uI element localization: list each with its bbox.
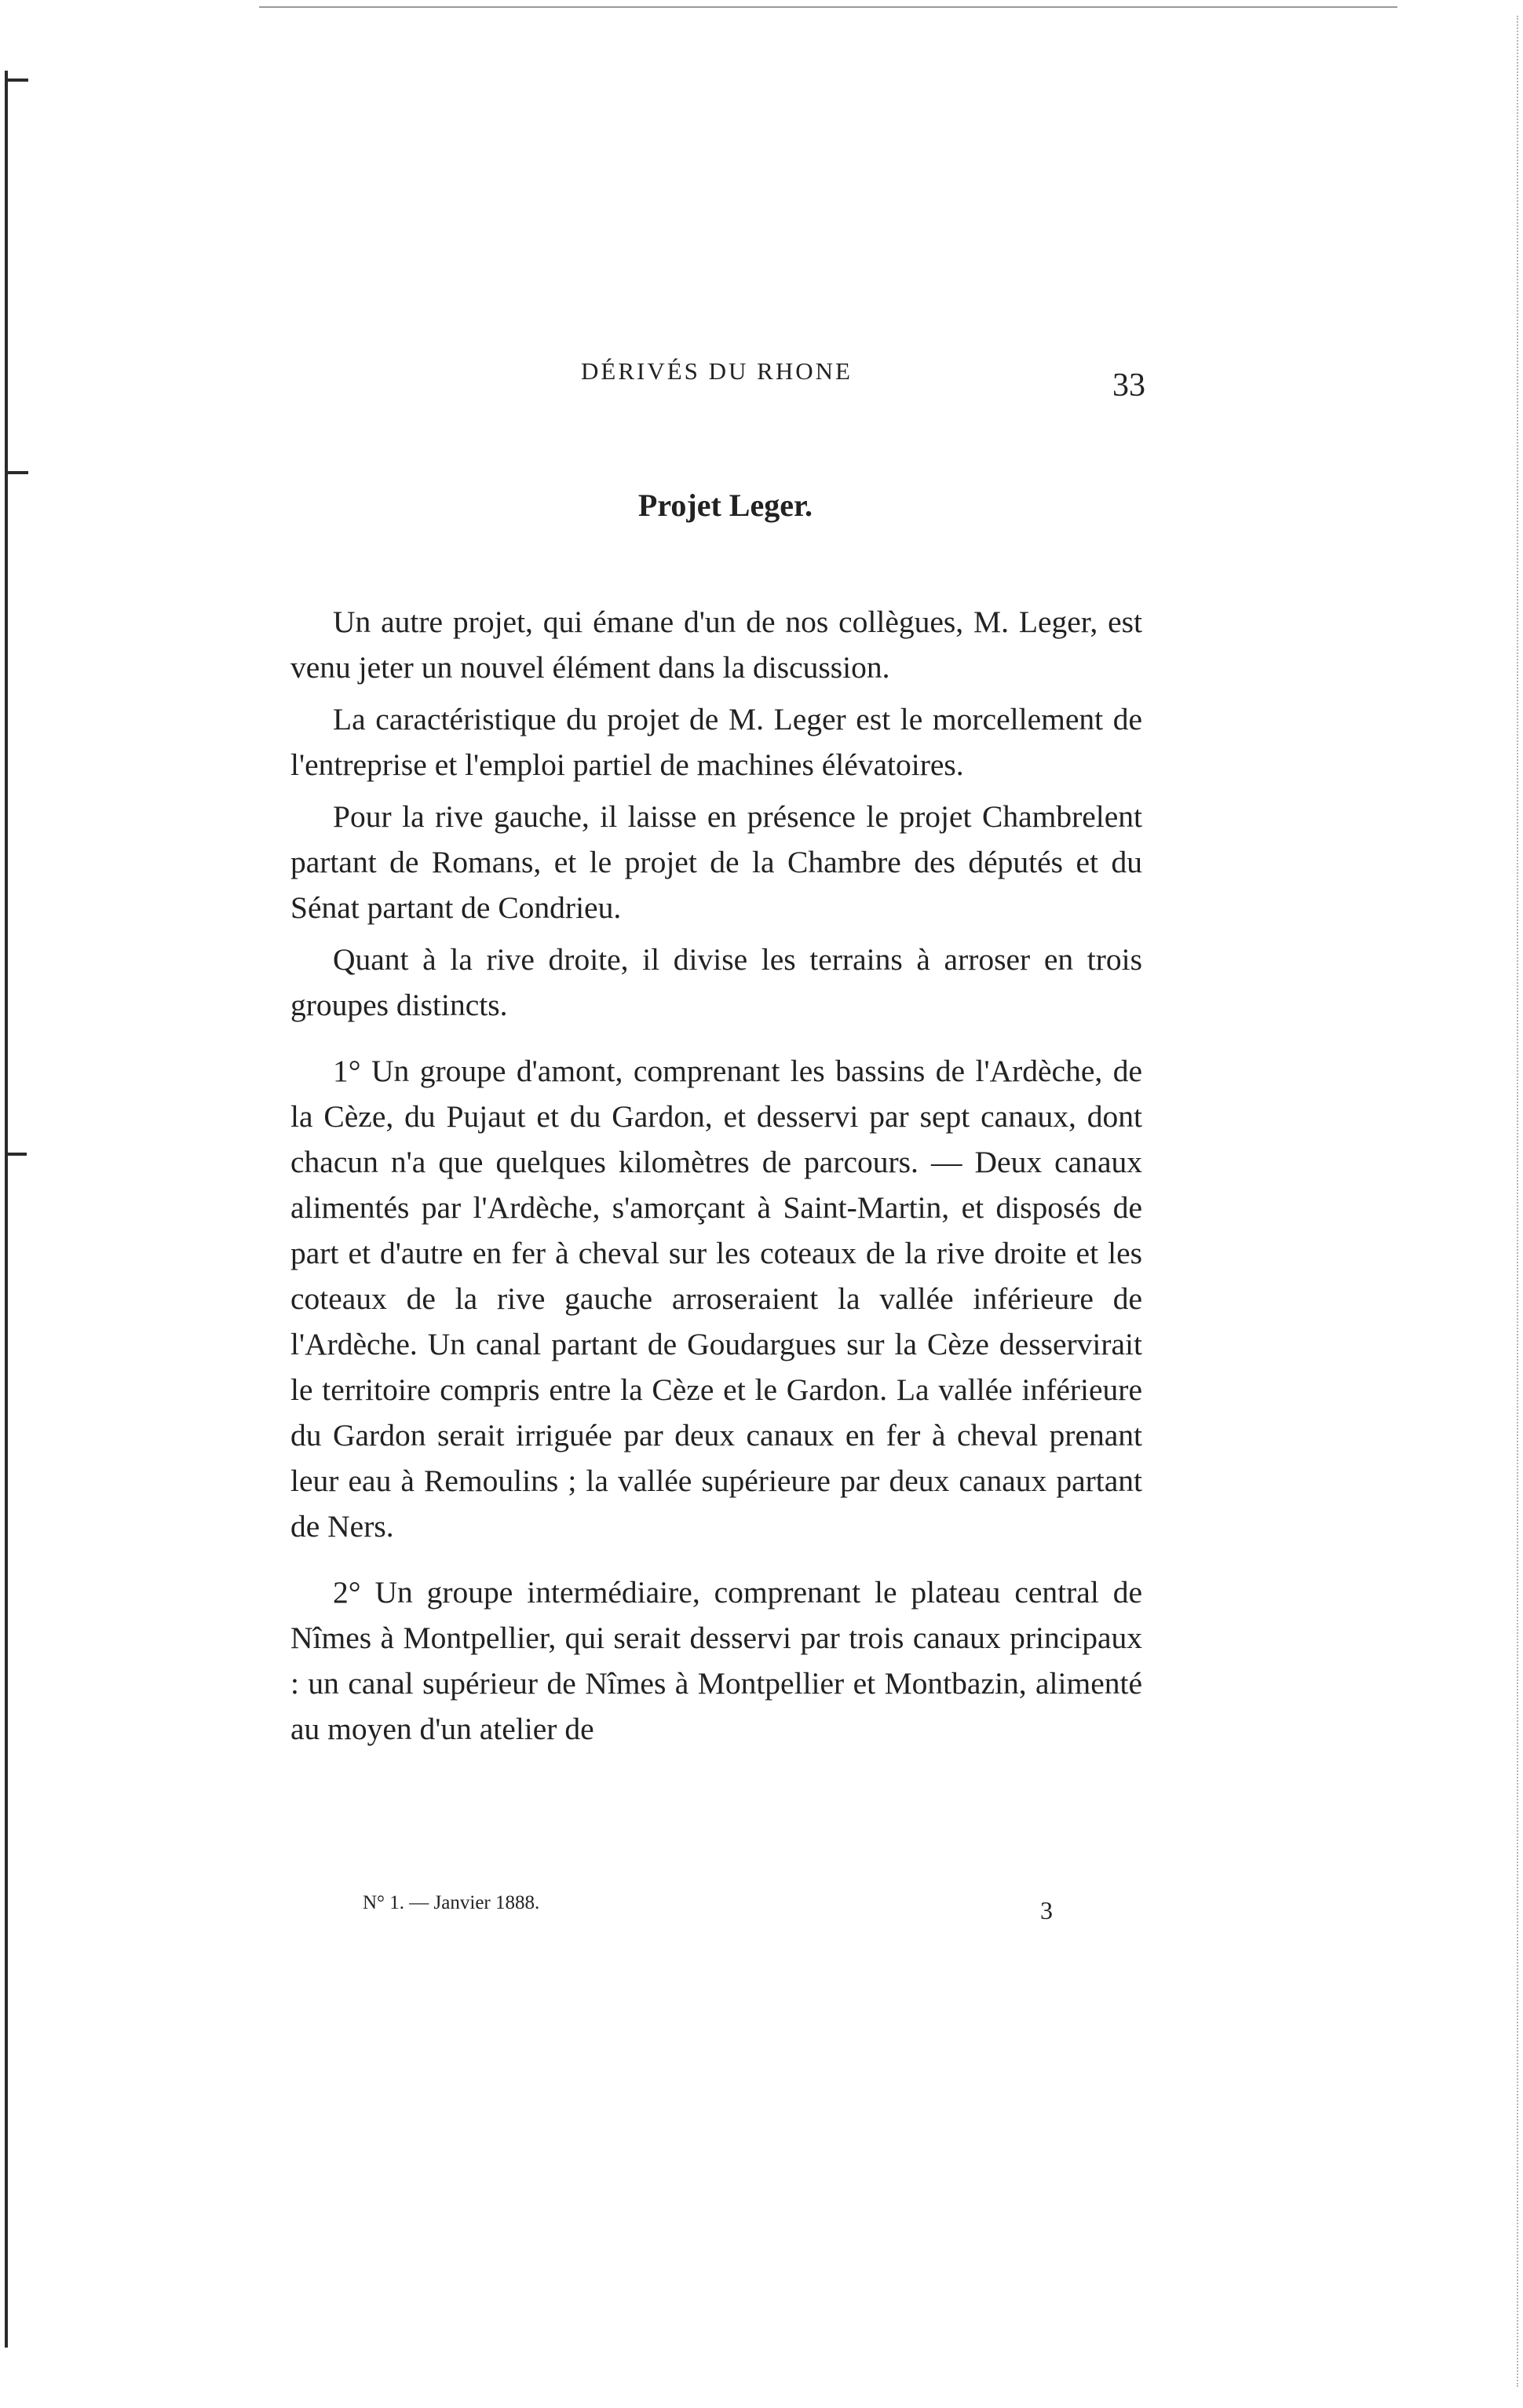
page-right-edge xyxy=(1517,16,1518,2387)
footer-sheet-number: 3 xyxy=(1040,1896,1053,1924)
section-title: Projet Leger. xyxy=(637,488,813,523)
binding-mark xyxy=(5,471,28,474)
binding-mark xyxy=(5,1153,27,1156)
footer-signature: N° 1. — Janvier 1888. xyxy=(363,1892,540,1913)
binding-mark xyxy=(5,79,28,82)
paragraph: Quant à la rive droite, il divise les terrains à arroser en trois groupes distincts. xyxy=(290,942,1142,1022)
binding-shadow-left xyxy=(5,71,8,2348)
paragraph-numbered: 1° Un groupe d'amont, comprenant les bassins de l'Ardèche, de la Cèze, du Pujaut et du Gardon, et desservi par sept canaux, dont chacun n'a que quelques kilomètres de parcours. — Deux canaux alimentés par l'Ardèche, s'amorçant à Saint-Martin, et disposés de part et d'autre en fer à cheval sur les coteaux de la rive droite et les coteaux de la rive gauche arroseraient la vallée inférieure de l'Ardèche. Un canal partant de Goudargues sur la Cèze desservirait le territoire compris entre la Cèze et le Gardon. La vallée inférieure du Gardon serait irriguée par deux canaux en fer à cheval prenant leur eau à Remoulins ; la vallée supérieure par deux canaux partant de Ners. xyxy=(290,1054,1142,1544)
page-number: 33 xyxy=(1112,367,1145,404)
paragraph-numbered: 2° Un groupe intermédiaire, comprenant le plateau central de Nîmes à Montpellier, qui serait desservi par trois canaux principaux : un canal supérieur de Nîmes à Montpellier et Montbazin, alimenté au moyen d'un atelier de xyxy=(290,1575,1142,1746)
paragraph: Pour la rive gauche, il laisse en présence le projet Chambrelent partant de Romans, et le projet de la Chambre des députés et du Sénat partant de Condrieu. xyxy=(290,799,1142,925)
running-title: DÉRIVÉS DU RHONE xyxy=(581,357,853,385)
paragraph: La caractéristique du projet de M. Leger est le morcellement de l'entreprise et l'emploi partiel de machines élévatoires. xyxy=(290,702,1142,782)
paragraph: Un autre projet, qui émane d'un de nos collègues, M. Leger, est venu jeter un nouvel élément dans la discussion. xyxy=(290,605,1142,685)
body-text xyxy=(290,599,1142,1752)
page-top-edge xyxy=(259,6,1397,8)
